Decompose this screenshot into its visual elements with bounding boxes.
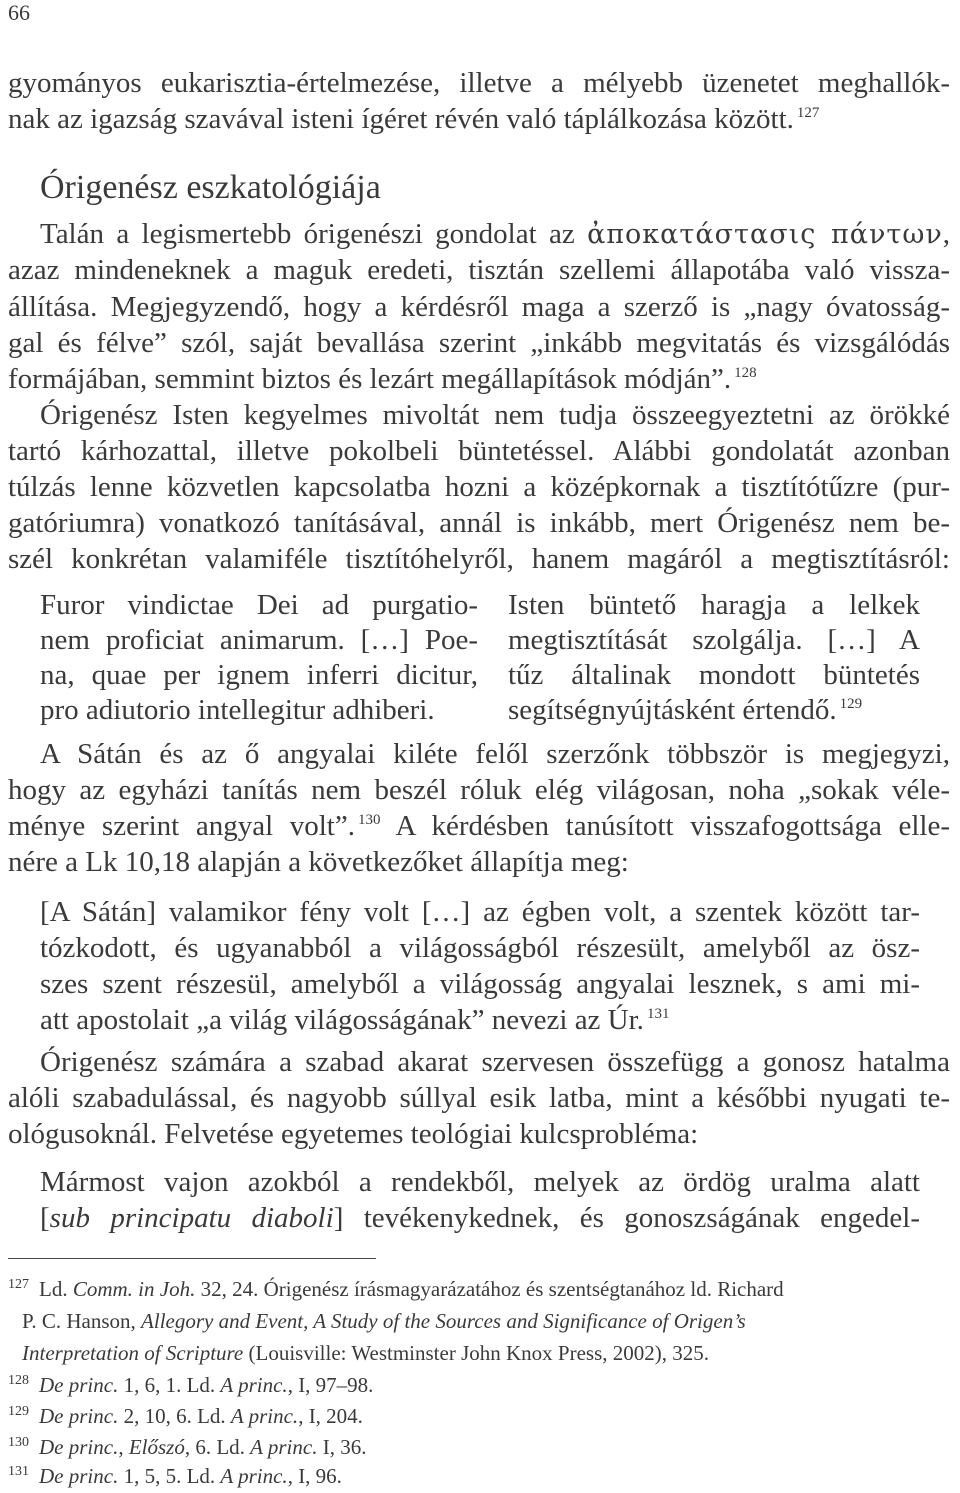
text-span: nak az igazság szavával isteni ígéret révén való táplálkozása között. — [8, 103, 794, 135]
quote-line: Mármost vajon azokból a rendekből, melyek az ördög uralma alatt — [40, 1166, 920, 1198]
italic-phrase: De princ. — [39, 1435, 119, 1459]
text-span: , 6. Ld. — [184, 1435, 251, 1459]
text-span: 1, 6, 1. Ld. — [118, 1373, 221, 1397]
text-span: formájában, semmint biztos és lezárt megállapítások módján”. — [8, 363, 732, 395]
text-line: azaz mindeneknek a maguk eredeti, tisztán szellemi állapotába való vissza- — [8, 254, 950, 286]
text-line: A Sátán és az ő angyalai kiléte felől szerzőnk többször is megjegyzi, — [40, 738, 950, 770]
text-line — [40, 216, 950, 253]
text-span: , I, 97–98. — [287, 1373, 374, 1397]
footnote-128 — [8, 1372, 373, 1402]
text-line: gatóriumra) vonatkozó tanításával, annál is inkább, mert Órigenész nem be- — [8, 507, 950, 539]
italic-phrase: Allegory and Event, A Study of the Sources and Significance of Origen’s — [141, 1309, 746, 1333]
footnote-ref: 129 — [839, 696, 863, 712]
italic-phrase: De princ. — [39, 1404, 119, 1428]
text-span: I, 36. — [317, 1435, 367, 1459]
footnote-129 — [8, 1403, 363, 1433]
page-number: 66 — [8, 0, 30, 25]
text-span: Talán a legismertebb órigenészi gondolat az — [40, 218, 575, 250]
text-line: nére a Lk 10,18 alapján a következőket állapítja meg: — [8, 846, 629, 878]
quote-line: Furor vindictae Dei ad purgatio- — [40, 589, 478, 621]
quote-line: tűz általinak mondott büntetés — [508, 659, 920, 691]
text-span: , I, 204. — [298, 1404, 363, 1428]
text-span: (Louisville: Westminster John Knox Press, 2002), 325. — [243, 1341, 709, 1365]
quote-line: szes szent részesül, amelyből a világosság angyalai lesznek, s ami mi- — [40, 968, 920, 1000]
footnote-number: 127 — [8, 1277, 29, 1292]
text-line: hogy az egyházi tanítás nem beszél róluk elég világosan, noha „sokak véle- — [8, 774, 950, 806]
quote-line — [508, 693, 920, 728]
text-line: ológusoknál. Felvetése egyetemes teológiai kulcsprobléma: — [8, 1118, 699, 1150]
footnote-ref: 130 — [357, 812, 381, 828]
text-span: ] tevékenykednek, és gonoszságának engedel- — [333, 1202, 920, 1234]
text-span: segítségnyújtásként értendő. — [508, 694, 837, 726]
quote-line: pro adiutorio intellegitur adhiberi. — [40, 694, 435, 726]
quote-line — [40, 1200, 920, 1236]
text-span: ménye szerint angyal volt”. — [8, 810, 355, 842]
italic-phrase: Előszó — [128, 1435, 185, 1459]
italic-phrase: De princ. — [39, 1464, 119, 1488]
quote-line: na, quae per ignem inferri dicitur, — [40, 659, 478, 691]
quote-line: megtisztítását szolgálja. […] A — [508, 624, 920, 656]
quote-line: [A Sátán] valamikor fény volt […] az égben volt, a szentek között tar- — [40, 896, 920, 928]
footnote-127-line2 — [22, 1308, 746, 1334]
text-line: állítása. Megjegyzendő, hogy a kérdésről maga a szerző is „nagy óvatosság- — [8, 291, 950, 323]
italic-phrase: A princ. — [220, 1373, 288, 1397]
text-span: Ld. — [39, 1277, 73, 1301]
text-line: túlzás lenne közvetlen kapcsolatba hozni a középkornak a tisztítótűzre (pur- — [8, 471, 950, 503]
text-span: A kérdésben tanúsított visszafogottsága elle- — [395, 810, 950, 842]
text-line: gal és félve” szól, saját bevallása szerint „inkább megvitatás és vizsgálódás — [8, 327, 950, 359]
footnote-separator — [8, 1258, 376, 1259]
text-line: szél konkrétan valamiféle tisztítóhelyről, hanem magáról a megtisztításról: — [8, 543, 950, 575]
text-span: 32, 24. Órigenész írásmagyarázatához és szentségtanához ld. Richard — [195, 1277, 784, 1301]
footnote-number: 130 — [8, 1435, 29, 1450]
text-span: P. C. Hanson, — [22, 1309, 142, 1333]
quote-line: Isten büntető haragja a lelkek — [508, 589, 920, 621]
text-line: Órigenész Isten kegyelmes mivoltát nem tudja összeegyeztetni az örökké — [40, 399, 950, 431]
italic-phrase: A princ. — [230, 1404, 299, 1428]
italic-phrase: sub principatu diaboli — [49, 1202, 334, 1234]
text-line: Órigenész számára a szabad akarat szervesen összefügg a gonosz hatalma — [40, 1046, 950, 1078]
greek-phrase: ἀποκατάστασις πάντων — [587, 219, 943, 250]
italic-phrase: A princ. — [220, 1464, 288, 1488]
footnote-127 — [8, 1276, 784, 1306]
italic-phrase: Interpretation of Scripture — [22, 1341, 244, 1365]
text-line: gyományos eukarisztia-értelmezése, illetve a mélyebb üzenetet meghallók- — [8, 67, 950, 99]
footnote-number: 128 — [8, 1373, 29, 1388]
text-line: tartó kárhozattal, illetve pokolbeli büntetéssel. Alábbi gondolatát azonban — [8, 435, 950, 467]
text-span: [ — [40, 1202, 50, 1234]
footnote-number: 131 — [8, 1464, 29, 1479]
footnote-127-line3 — [22, 1340, 709, 1366]
text-line: alóli szabadulással, és nagyobb súllyal esik latba, mint a későbbi nyugati te- — [8, 1082, 950, 1114]
quote-line: nem proficiat animarum. […] Poe- — [40, 624, 478, 656]
text-span: 1, 5, 5. Ld. — [118, 1464, 221, 1488]
latin-quote — [40, 588, 478, 728]
footnote-130 — [8, 1434, 366, 1464]
footnote-ref: 127 — [796, 105, 820, 121]
footnote-131 — [8, 1463, 342, 1493]
footnote-ref: 131 — [646, 1006, 670, 1022]
text-line — [8, 101, 819, 137]
text-span: , — [942, 218, 951, 250]
footnote-number: 129 — [8, 1404, 29, 1419]
text-span: , I, 96. — [287, 1464, 342, 1488]
text-line — [8, 808, 950, 844]
text-span: 2, 10, 6. Ld. — [118, 1404, 231, 1428]
quote-line: tózkodott, és ugyanabból a világosságból részesült, amelyből az ösz- — [40, 932, 920, 964]
text-span: , — [118, 1435, 129, 1459]
quote-line — [40, 1002, 669, 1038]
hungarian-quote — [508, 588, 920, 728]
text-line — [8, 361, 757, 397]
footnote-ref: 128 — [734, 365, 757, 381]
italic-phrase: Comm. in Joh. — [72, 1277, 196, 1301]
section-heading: Órigenész eszkatológiája — [40, 169, 381, 206]
italic-phrase: De princ. — [39, 1373, 119, 1397]
italic-phrase: A princ. — [250, 1435, 318, 1459]
text-span: att apostolait „a világ világosságának” nevezi az Úr. — [40, 1004, 644, 1036]
